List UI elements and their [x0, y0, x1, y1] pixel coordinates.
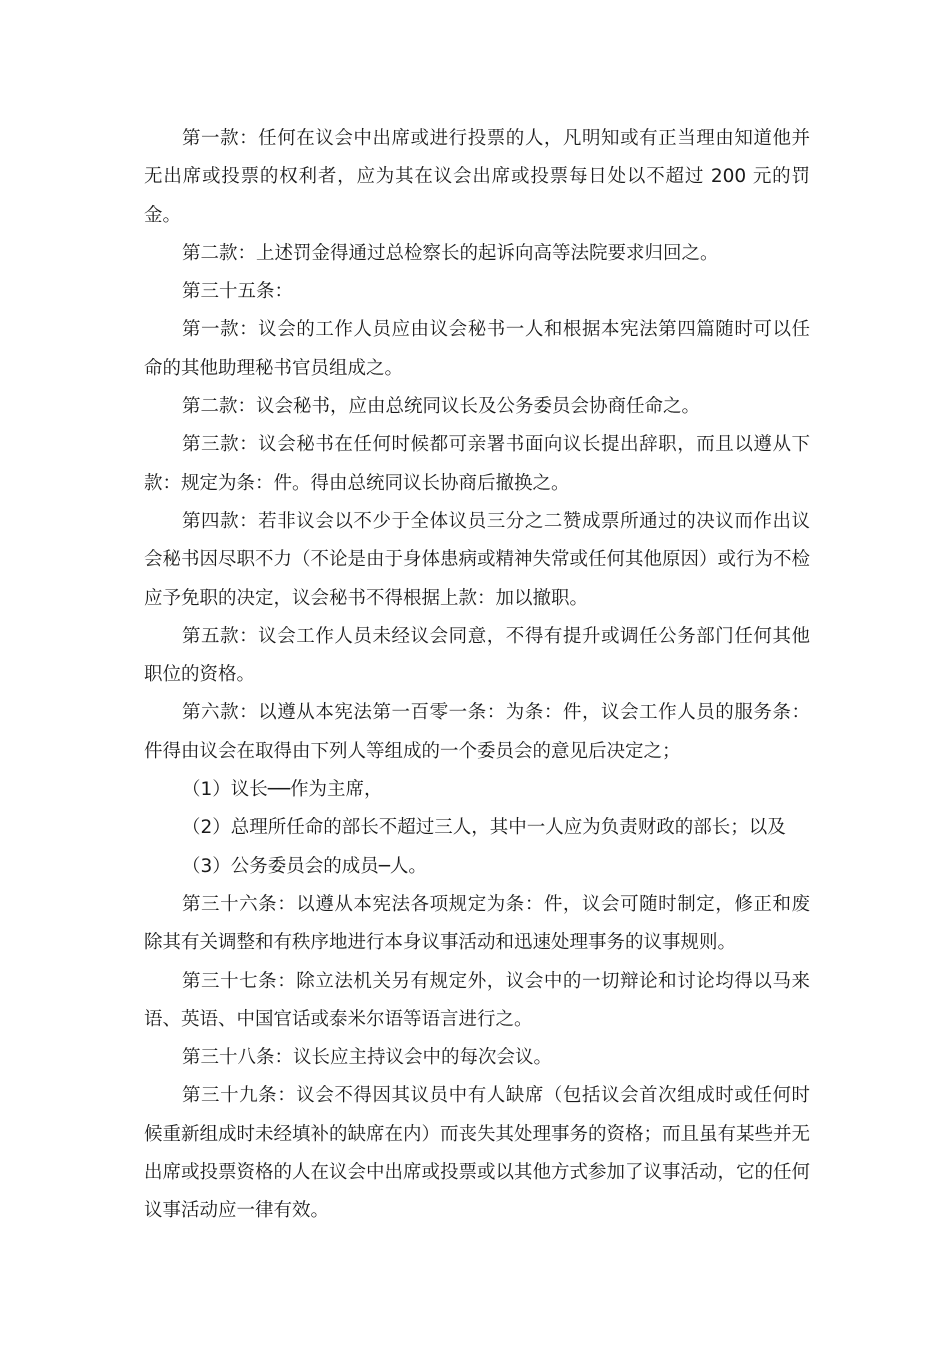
heading-article-35: 第三十五条： [182, 281, 294, 303]
paragraph-article-36: 第三十六条：以遵从本宪法各项规定为条：件，议会可随时制定，修正和废除其有关调整和有秩序地进行本身议事活动和迅速处理事务的议事规则。 [144, 893, 810, 954]
paragraph-article-38: 第三十八条：议长应主持议会中的每次会议。 [182, 1047, 553, 1069]
document-body [144, 120, 810, 1231]
list-item-1: （1）议长──作为主席， [182, 779, 383, 801]
paragraph-article-35-clause-4: 第四款：若非议会以不少于全体议员三分之二赞成票所通过的决议而作出议会秘书因尽职不力（不论是由于身体患病或精神失常或任何其他原因）或行为不检应予免职的决定，议会秘书不得根据上款：加以撤职。 [144, 510, 811, 609]
paragraph-article-35-clause-2: 第二款：议会秘书，应由总统同议长及公务委员会协商任命之。 [182, 396, 701, 418]
list-item-2: （2）总理所任命的部长不超过三人，其中一人应为负责财政的部长；以及 [182, 817, 786, 839]
paragraph-article-35-clause-3: 第三款：议会秘书在任何时候都可亲署书面向议长提出辞职，而且以遵从下款：规定为条：件。得由总统同议长协商后撤换之。 [144, 434, 810, 494]
paragraph-article-34-clause-2: 第二款：上述罚金得通过总检察长的起诉向高等法院要求归回之。 [182, 242, 719, 264]
paragraph-article-35-clause-6: 第六款：以遵从本宪法第一百零一条：为条：件，议会工作人员的服务条：件得由议会在取得由下列人等组成的一个委员会的意见后决定之； [144, 702, 810, 762]
list-item-3: （3）公务委员会的成员─人。 [182, 855, 427, 877]
paragraph-article-39: 第三十九条：议会不得因其议员中有人缺席（包括议会首次组成时或任何时候重新组成时未经填补的缺席在内）而丧失其处理事务的资格；而且虽有某些并无出席或投票资格的人在议会中出席或投票或以其他方式参加了议事活动，它的任何议事活动应一律有效。 [144, 1085, 811, 1222]
paragraph-article-34-clause-1: 第一款：任何在议会中出席或进行投票的人，凡明知或有正当理由知道他并无出席或投票的权利者，应为其在议会出席或投票每日处以不超过 200 元的罚金。 [144, 128, 810, 226]
paragraph-article-37: 第三十七条：除立法机关另有规定外，议会中的一切辩论和讨论均得以马来语、英语、中国官话或泰米尔语等语言进行之。 [144, 970, 810, 1030]
paragraph-article-35-clause-5: 第五款：议会工作人员未经议会同意，不得有提升或调任公务部门任何其他职位的资格。 [144, 625, 810, 686]
paragraph-article-35-clause-1: 第一款：议会的工作人员应由议会秘书一人和根据本宪法第四篇随时可以任命的其他助理秘书官员组成之。 [144, 319, 810, 379]
